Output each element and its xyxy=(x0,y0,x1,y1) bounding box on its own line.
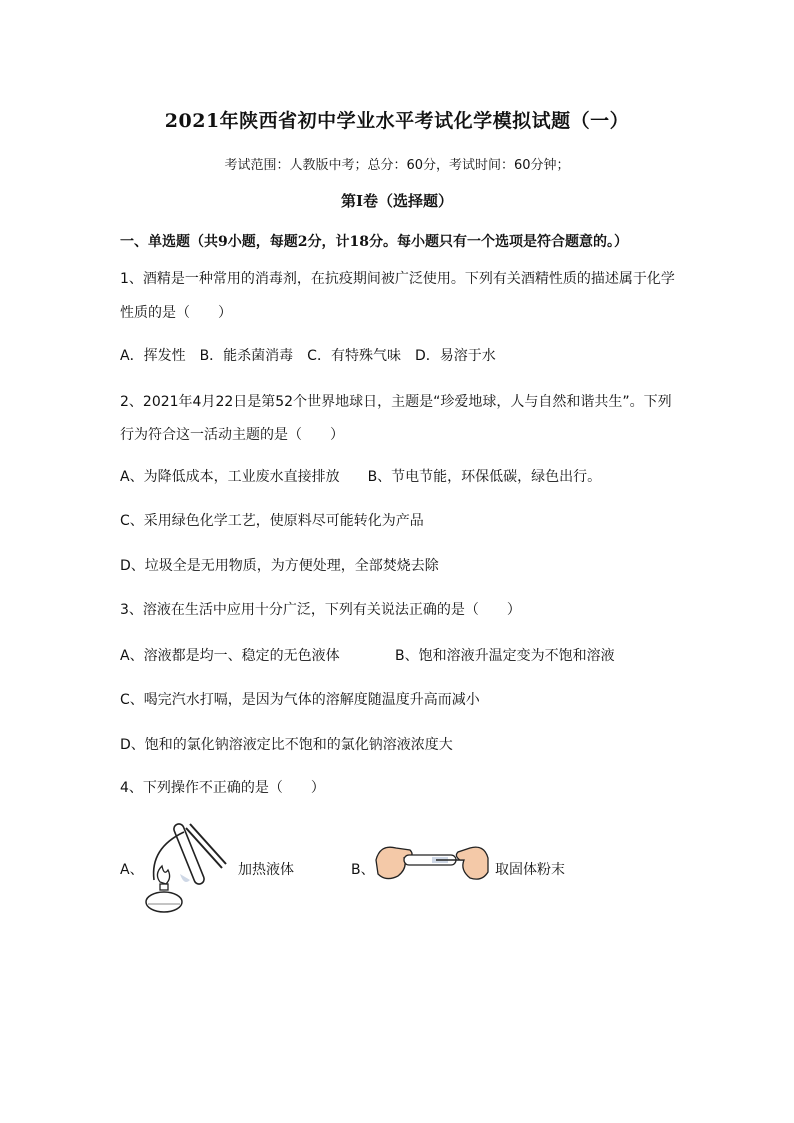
question-4-option-b-label: B、 xyxy=(351,862,375,878)
question-3-option-d: D、饱和的氯化钠溶液定比不饱和的氯化钠溶液浓度大 xyxy=(120,737,453,753)
test-tube-heating-icon xyxy=(140,818,232,914)
question-2-stem-line1: 2、2021年4月22日是第52个世界地球日，主题是“珍爱地球，人与自然和谐共生”。下列 xyxy=(120,394,672,410)
question-4-stem: 4、下列操作不正确的是（ ） xyxy=(120,780,325,796)
question-3-option-c: C、喝完汽水打嗝，是因为气体的溶解度随温度升高而减小 xyxy=(120,692,480,708)
question-2-option-d: D、垃圾全是无用物质，为方便处理，全部焚烧去除 xyxy=(120,558,439,574)
question-1-stem-line1: 1、酒精是一种常用的消毒剂，在抗疫期间被广泛使用。下列有关酒精性质的描述属于化学 xyxy=(120,271,675,287)
volume-heading: 第I卷（选择题） xyxy=(340,192,454,210)
question-4-option-a-text: 加热液体 xyxy=(238,862,294,878)
hands-powder-icon xyxy=(374,838,490,890)
question-1-stem-line2: 性质的是（ ） xyxy=(120,305,232,321)
question-2-option-ab: A、为降低成本，工业废水直接排放 B、节电节能，环保低碳，绿色出行。 xyxy=(120,469,602,485)
question-2-option-c: C、采用绿色化学工艺，使原料尽可能转化为产品 xyxy=(120,513,424,529)
question-3-stem: 3、溶液在生活中应用十分广泛，下列有关说法正确的是（ ） xyxy=(120,602,521,618)
question-4-option-a-label: A、 xyxy=(120,862,144,878)
exam-info: 考试范围：人教版中考；总分：60分，考试时间：60分钟； xyxy=(224,158,570,173)
question-4-option-b-text: 取固体粉末 xyxy=(495,862,565,878)
question-3-option-b: B、饱和溶液升温定变为不饱和溶液 xyxy=(395,648,615,664)
question-2-stem-line2: 行为符合这一活动主题的是（ ） xyxy=(120,427,344,443)
page-title: 2021年陕西省初中学业水平考试化学模拟试题（一） xyxy=(164,110,630,132)
question-3-option-a: A、溶液都是均一、稳定的无色液体 xyxy=(120,648,340,664)
section-heading: 一、单选题（共9小题，每题2分，计18分。每小题只有一个选项是符合题意的。） xyxy=(120,234,628,250)
question-1-options: A．挥发性 B．能杀菌消毒 C．有特殊气味 D．易溶于水 xyxy=(120,348,496,364)
